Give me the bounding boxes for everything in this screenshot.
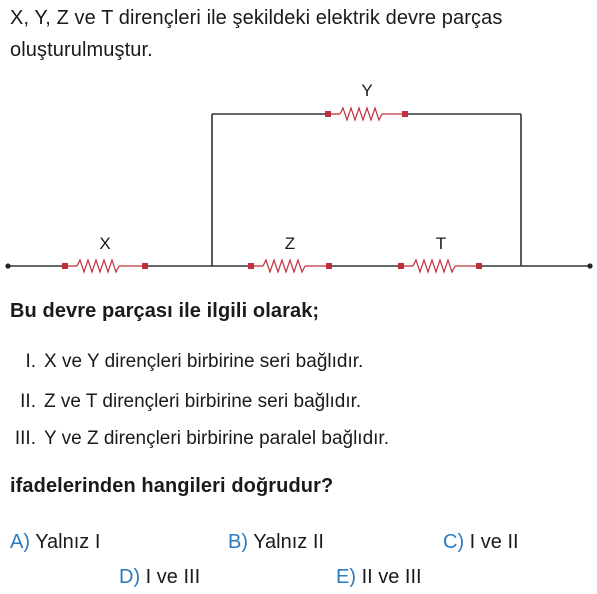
option-letter: D) <box>119 566 141 588</box>
terminal-left <box>5 263 10 268</box>
statement-number: II. <box>20 391 36 412</box>
option-text: I ve III <box>145 566 201 588</box>
option-letter: B) <box>228 531 248 553</box>
option-text: II ve III <box>361 566 422 588</box>
option-text: Yalnız I <box>35 531 101 553</box>
resistor-y <box>325 108 408 120</box>
resistor-t <box>398 260 482 272</box>
terminal-right <box>587 263 592 268</box>
resistor-z-label: Z <box>284 234 296 253</box>
statement-3 <box>0 427 389 451</box>
statement-text: X ve Y dirençleri birbirine seri bağlıdır. <box>44 351 364 372</box>
option-letter: C) <box>443 531 465 553</box>
statement-number: I. <box>25 351 36 372</box>
option-text: I ve II <box>469 531 519 553</box>
option-d[interactable] <box>119 565 200 589</box>
circuit-diagram <box>0 75 597 280</box>
option-letter: E) <box>336 566 356 588</box>
resistor-t-label: T <box>435 234 447 253</box>
circuit-wires <box>8 114 590 266</box>
option-e[interactable] <box>336 565 422 589</box>
resistor-z <box>248 260 332 272</box>
question-ask: ifadelerinden hangileri doğrudur? <box>10 475 334 497</box>
statement-text: Y ve Z dirençleri birbirine paralel bağlıdır. <box>44 428 389 449</box>
statement-2 <box>0 390 361 414</box>
resistor-x <box>62 260 148 272</box>
resistor-x-label: X <box>99 234 111 253</box>
resistor-y-label: Y <box>361 81 373 100</box>
option-text: Yalnız II <box>253 531 324 553</box>
question-intro-line-2: oluşturulmuştur. <box>10 39 153 61</box>
statement-number: III. <box>14 428 36 449</box>
question-prompt: Bu devre parçası ile ilgili olarak; <box>10 300 320 322</box>
option-letter: A) <box>10 531 30 553</box>
option-b[interactable] <box>228 530 324 554</box>
question-intro-line-1: X, Y, Z ve T dirençleri ile şekildeki elektrik devre parças <box>10 7 503 29</box>
option-c[interactable] <box>443 530 519 554</box>
statement-text: Z ve T dirençleri birbirine seri bağlıdır. <box>44 391 362 412</box>
option-a[interactable] <box>10 530 100 554</box>
statement-1 <box>0 350 363 374</box>
